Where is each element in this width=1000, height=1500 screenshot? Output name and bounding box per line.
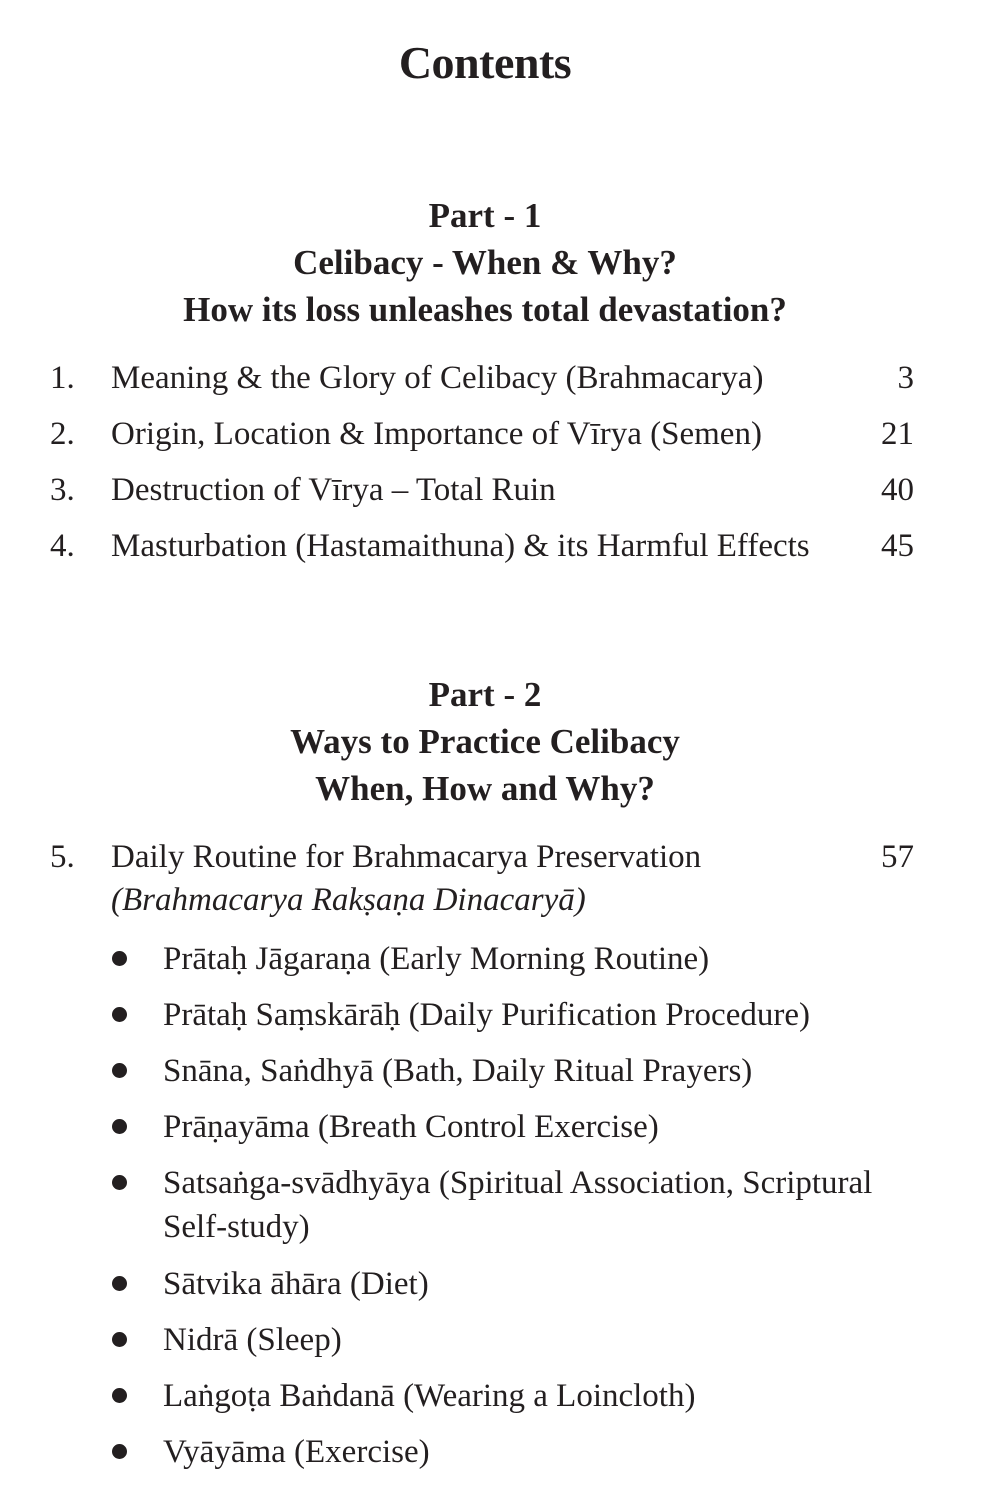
- chapter-title[interactable]: Masturbation (Hastamaithuna) & its Harmful Effects: [111, 528, 810, 564]
- part-title: Ways to Practice Celibacy: [290, 722, 680, 761]
- part-1-heading: [0, 192, 970, 333]
- bullet-icon: [112, 1444, 127, 1459]
- part-label: Part - 2: [428, 675, 542, 714]
- toc-entry-2[interactable]: [0, 406, 1000, 462]
- bullet-text: Vyāyāma (Exercise): [163, 1434, 430, 1470]
- chapter-title[interactable]: Origin, Location & Importance of Vīrya (Semen): [111, 416, 762, 452]
- chapter-title[interactable]: Destruction of Vīrya – Total Ruin: [111, 472, 556, 508]
- part-2-heading: [0, 671, 970, 812]
- chapter-number: 2.: [50, 416, 75, 452]
- bullet-text: Laṅgoṭa Baṅdanā (Wearing a Loincloth): [163, 1378, 696, 1414]
- bullet-icon: [112, 1119, 127, 1134]
- bullet-icon: [112, 1063, 127, 1078]
- bullet-icon: [112, 1175, 127, 1190]
- page-number: 3: [897, 360, 914, 396]
- chapter-number: 5.: [50, 839, 75, 875]
- page-title: Contents: [398, 37, 572, 88]
- bullet-text: Sātvika āhāra (Diet): [163, 1266, 429, 1302]
- chapter-number: 1.: [50, 360, 75, 396]
- page-number: 57: [881, 839, 914, 875]
- bullet-icon: [112, 1007, 127, 1022]
- part-label: Part - 1: [428, 196, 542, 235]
- bullet-text: Snāna, Saṅdhyā (Bath, Daily Ritual Prayers): [163, 1053, 753, 1089]
- bullet-text: Prāṇayāma (Breath Control Exercise): [163, 1109, 659, 1145]
- page-number: 40: [881, 472, 914, 508]
- bullet-text: Satsaṅga-svādhyāya (Spiritual Association, Scriptural Self-study): [163, 1165, 873, 1245]
- part-subtitle: When, How and Why?: [315, 769, 655, 808]
- page-number: 21: [881, 416, 914, 452]
- toc-entry-5[interactable]: [0, 829, 1000, 885]
- bullet-icon: [112, 1276, 127, 1291]
- toc-entry-4[interactable]: [0, 518, 1000, 574]
- chapter-title[interactable]: Meaning & the Glory of Celibacy (Brahmacarya): [111, 360, 764, 396]
- part-subtitle: How its loss unleashes total devastation?: [183, 290, 787, 329]
- bullet-icon: [112, 1332, 127, 1347]
- bullet-icon: [112, 951, 127, 966]
- chapter-subtitle: (Brahmacarya Rakṣaṇa Dinacaryā): [111, 882, 586, 918]
- chapter-number: 3.: [50, 472, 75, 508]
- toc-entry-1[interactable]: [0, 350, 1000, 406]
- toc-entry-3[interactable]: [0, 462, 1000, 518]
- bullet-text: Prātaḥ Saṃskārāḥ (Daily Purification Procedure): [163, 997, 810, 1033]
- part-title: Celibacy - When & Why?: [293, 243, 677, 282]
- chapter-title[interactable]: Daily Routine for Brahmacarya Preservation: [111, 839, 702, 875]
- page-number: 45: [881, 528, 914, 564]
- bullet-icon: [112, 1388, 127, 1403]
- bullet-text: Nidrā (Sleep): [163, 1322, 342, 1358]
- chapter-number: 4.: [50, 528, 75, 564]
- bullet-text: Prātaḥ Jāgaraṇa (Early Morning Routine): [163, 941, 710, 977]
